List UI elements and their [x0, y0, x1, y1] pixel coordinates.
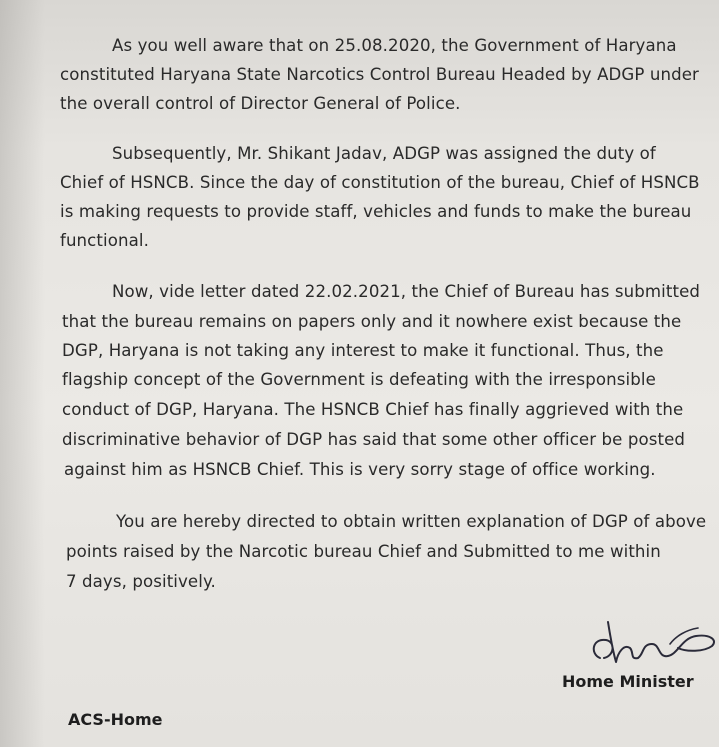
paragraph-2-line-2: Chief of HSNCB. Since the day of constitution of the bureau, Chief of HSNCB	[60, 173, 700, 192]
paragraph-3-line-7: against him as HSNCB Chief. This is very sorry stage of office working.	[64, 460, 656, 479]
paragraph-3-line-5: conduct of DGP, Haryana. The HSNCB Chief has finally aggrieved with the	[62, 400, 684, 419]
paragraph-2-line-1: Subsequently, Mr. Shikant Jadav, ADGP was assigned the duty of	[112, 144, 656, 163]
paragraph-2-line-4: functional.	[60, 231, 149, 250]
paragraph-4-line-3: 7 days, positively.	[66, 572, 216, 591]
signatory-title: Home Minister	[562, 672, 694, 691]
paragraph-2-line-3: is making requests to provide staff, vehicles and funds to make the bureau	[60, 202, 692, 221]
paper-fold-shadow	[0, 0, 45, 747]
paragraph-1-line-1: As you well aware that on 25.08.2020, the Government of Haryana	[112, 36, 677, 55]
paragraph-3-line-3: DGP, Haryana is not taking any interest to make it functional. Thus, the	[62, 341, 664, 360]
paragraph-3-line-6: discriminative behavior of DGP has said that some other officer be posted	[62, 430, 686, 449]
paragraph-1-line-2: constituted Haryana State Narcotics Control Bureau Headed by ADGP under	[60, 65, 699, 84]
paragraph-1-line-3: the overall control of Director General of Police.	[60, 94, 461, 113]
paragraph-4-line-1: You are hereby directed to obtain written explanation of DGP of above	[116, 512, 707, 531]
handwritten-signature	[586, 614, 719, 674]
paragraph-4-line-2: points raised by the Narcotic bureau Chief and Submitted to me within	[66, 542, 661, 561]
paragraph-3-line-1: Now, vide letter dated 22.02.2021, the Chief of Bureau has submitted	[112, 282, 701, 301]
paragraph-3-line-2: that the bureau remains on papers only and it nowhere exist because the	[62, 312, 682, 331]
paragraph-3-line-4: flagship concept of the Government is defeating with the irresponsible	[62, 370, 656, 389]
recipient-label: ACS-Home	[68, 710, 163, 729]
